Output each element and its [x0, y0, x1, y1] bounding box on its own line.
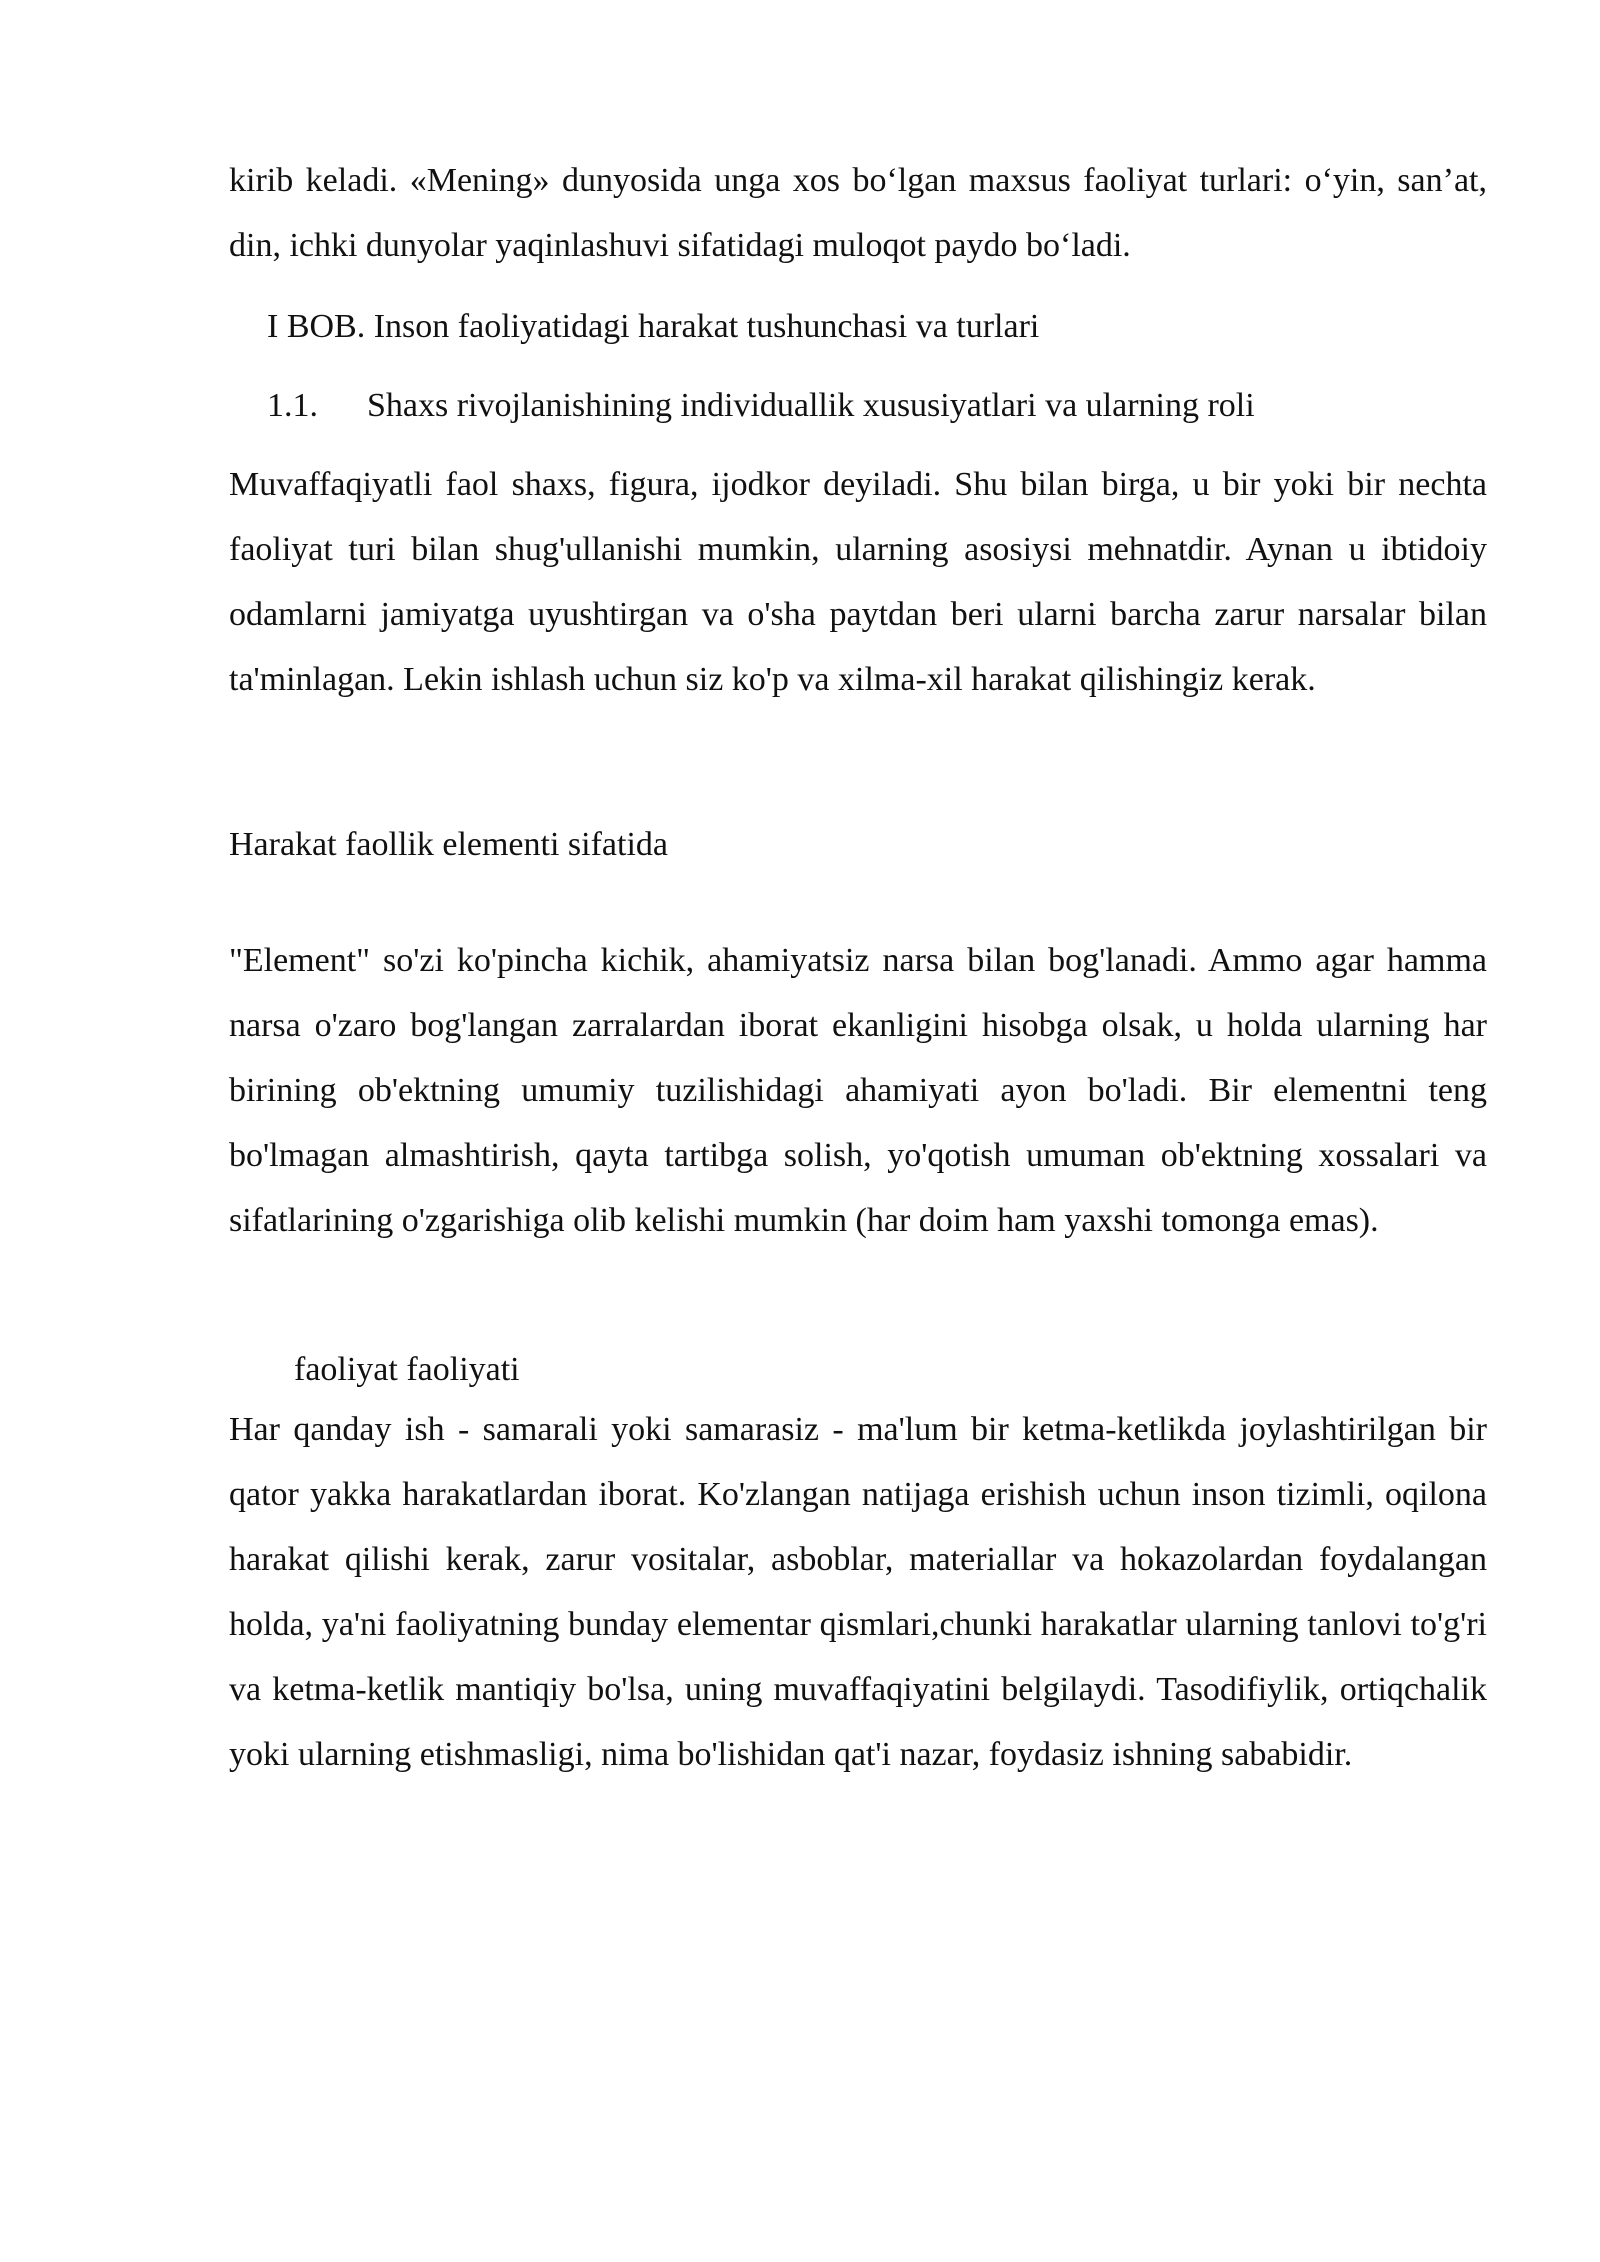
spacer: [229, 712, 1487, 812]
chapter-heading: I BOB. Inson faoliyatidagi harakat tushunchasi va turlari: [267, 308, 1040, 345]
spacer: [229, 877, 1487, 928]
paragraph-3: Har qanday ish - samarali yoki samarasiz - ma'lum bir ketma-ketlikda joylashtirilgan bir qator yakka harakatlardan iborat. Ko'zlangan natijaga erishish uchun inson tizimli, oqilona harakat qilishi kerak, zarur vositalar, asboblar, materiallar va hokazolardan foydalangan holda, ya'ni faoliyatning bunday elementar qismlari,chunki harakatlar ularning tanlovi to'g'ri va ketma-ketlik mantiqiy bo'lsa, uning muvaffaqiyatini belgilaydi. Tasodifiylik, ortiqchalik yoki ularning etishmasligi, nima bo'lishidan qat'i nazar, foydasiz ishning sababidir.: [229, 1411, 1487, 1773]
paragraph-2: "Element" so'zi ko'pincha kichik, ahamiyatsiz narsa bilan bog'lanadi. Ammo agar hamma narsa o'zaro bog'langan zarralardan iborat ekanligini hisobga olsak, u holda ularning har birining ob'ektning umumiy tuzilishidagi ahamiyati ayon bo'ladi. Bir elementni teng bo'lmagan almashtirish, qayta tartibga solish, yo'qotish umuman ob'ektning xossalari va sifatlarining o'zgarishiga olib kelishi mumkin (har doim ham yaxshi tomonga emas).: [229, 942, 1487, 1239]
heading-2: Harakat faollik elementi sifatida: [229, 826, 668, 863]
spacer: [229, 438, 1487, 452]
paragraph-1: Muvaffaqiyatli faol shaxs, figura, ijodkor deyiladi. Shu bilan birga, u bir yoki bir nechta faoliyat turi bilan shug'ullanishi mumkin, ularning asosiysi mehnatdir. Aynan u ibtidoiy odamlarni jamiyatga uyushtirgan va o'sha paytdan beri ularni barcha zarur narsalar bilan ta'minlagan. Lekin ishlash uchun siz ko'p va xilma-xil harakat qilishingiz kerak.: [229, 466, 1487, 698]
intro-paragraph: kirib keladi. «Mening» dunyosida unga xos bo‘lgan maxsus faoliyat turlari: o‘yin, san’at, din, ichki dunyolar yaqinlashuvi sifatidagi muloqot paydo bo‘ladi.: [229, 162, 1487, 264]
section-heading: [229, 373, 1487, 438]
spacer: [229, 359, 1487, 373]
page-content: [229, 148, 1487, 1787]
heading-3: faoliyat faoliyati: [294, 1351, 520, 1388]
section-title: Shaxs rivojlanishining individuallik xususiyatlari va ularning roli: [367, 387, 1255, 424]
spacer: [229, 1253, 1487, 1343]
spacer: [229, 278, 1487, 294]
section-number: 1.1.: [267, 387, 318, 424]
